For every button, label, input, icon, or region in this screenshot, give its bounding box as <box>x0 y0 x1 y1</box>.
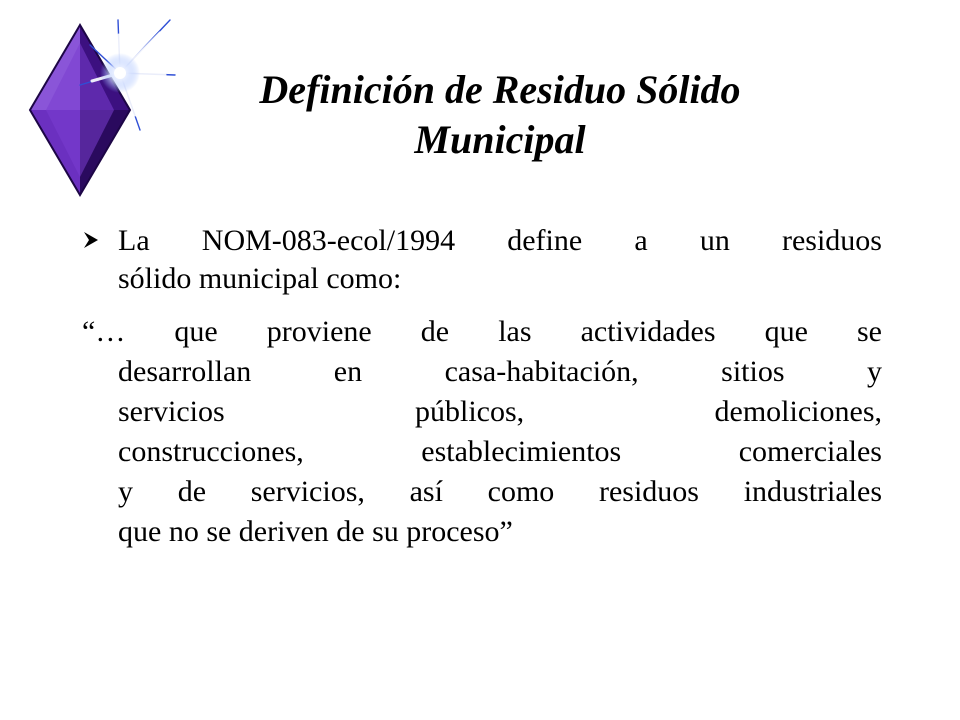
bullet-line-1: La NOM-083-ecol/1994 define a un residuos <box>118 224 882 257</box>
title-line-1: Definición de Residuo Sólido <box>259 67 741 112</box>
quote-line-6: que no se deriven de su proceso” <box>118 515 513 548</box>
quote-line-2: desarrollan en casa-habitación, sitios y <box>118 355 882 388</box>
bullet-item <box>82 222 882 298</box>
diamond-star-icon <box>20 15 180 205</box>
quote-line-5: y de servicios, así como residuos industriales <box>118 475 882 508</box>
bullet-text <box>118 222 882 298</box>
title-line-2: Municipal <box>414 117 586 162</box>
slide-title <box>170 65 830 165</box>
arrow-bullet-icon <box>82 230 100 250</box>
bullet-line-2: sólido municipal como: <box>118 262 402 295</box>
quote-line-3: servicios públicos, demoliciones, <box>118 395 882 428</box>
definition-quote <box>82 312 882 552</box>
quote-line-1: “… que proviene de las actividades que se <box>82 315 882 348</box>
quote-line-4: construcciones, establecimientos comerciales <box>118 435 882 468</box>
